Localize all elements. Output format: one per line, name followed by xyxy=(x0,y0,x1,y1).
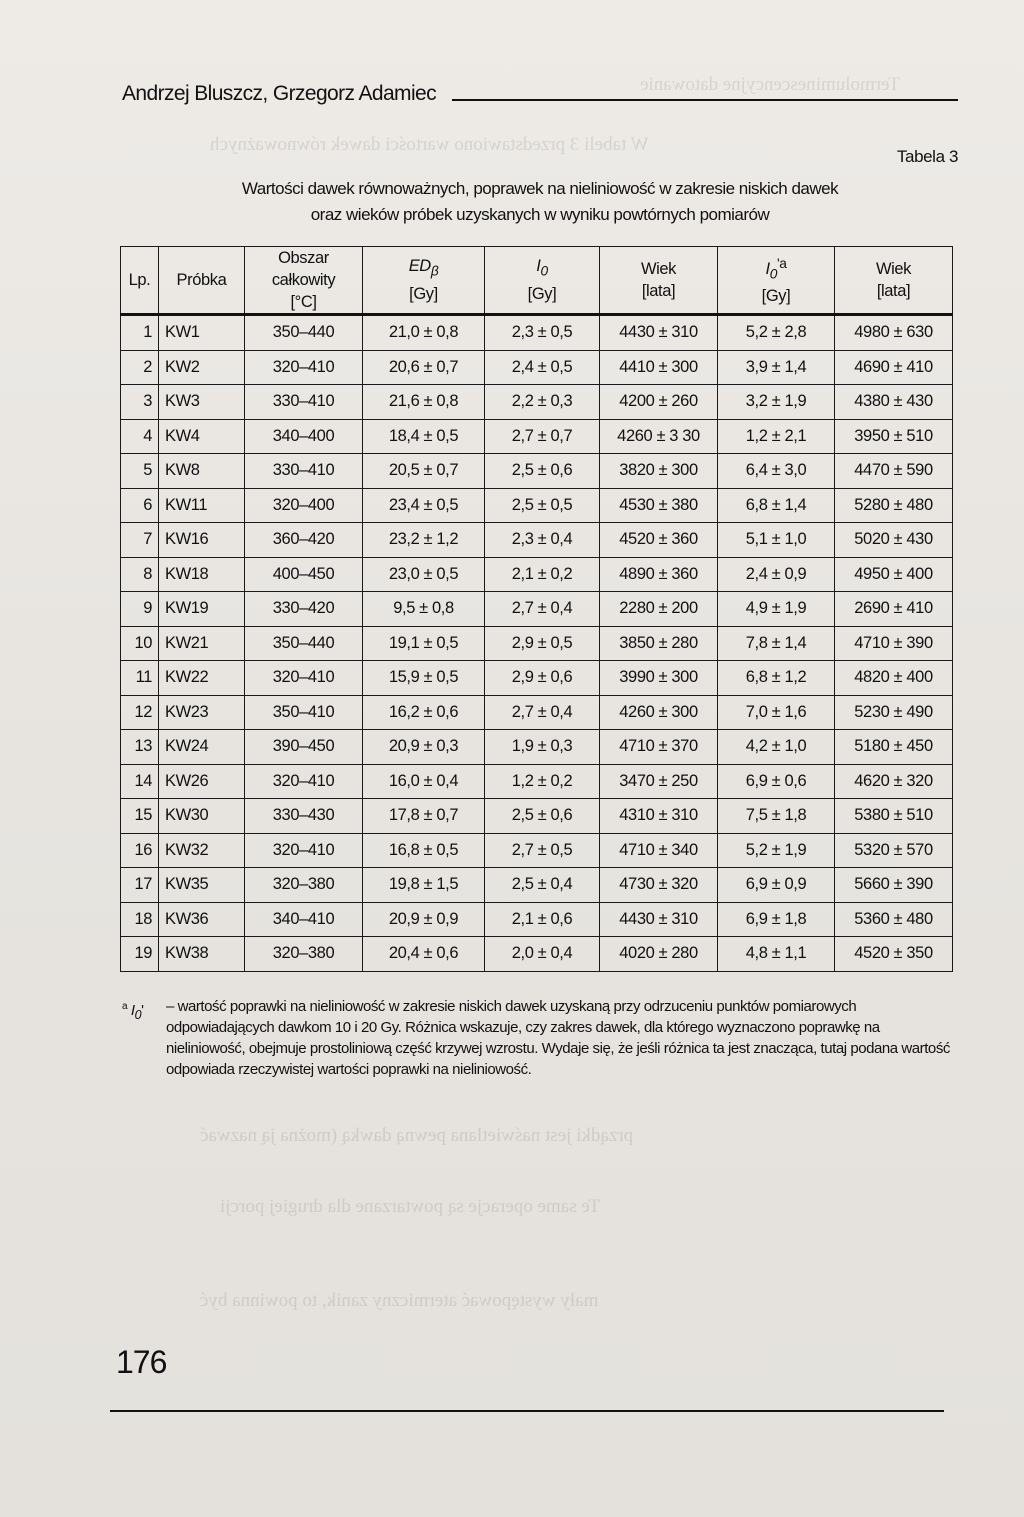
cell-ed: 9,5 ± 0,8 xyxy=(363,592,485,627)
cell-i0p: 3,9 ± 1,4 xyxy=(718,350,835,385)
cell-age: 4530 ± 380 xyxy=(600,488,718,523)
cell-sample: KW26 xyxy=(159,764,245,799)
cell-i0p: 7,8 ± 1,4 xyxy=(718,626,835,661)
col-header-lp: Lp. xyxy=(121,247,159,315)
cell-lp: 15 xyxy=(121,799,159,834)
table-row xyxy=(121,557,953,592)
cell-age2: 4710 ± 390 xyxy=(835,626,953,661)
cell-range: 320–380 xyxy=(245,868,363,903)
cell-age: 4730 ± 320 xyxy=(600,868,718,903)
cell-range: 330–410 xyxy=(245,454,363,489)
cell-ed: 23,4 ± 0,5 xyxy=(363,488,485,523)
table-row xyxy=(121,626,953,661)
cell-range: 330–420 xyxy=(245,592,363,627)
cell-ed: 16,8 ± 0,5 xyxy=(363,833,485,868)
cell-i0p: 5,2 ± 1,9 xyxy=(718,833,835,868)
cell-age2: 5280 ± 480 xyxy=(835,488,953,523)
cell-lp: 6 xyxy=(121,488,159,523)
cell-range: 320–410 xyxy=(245,764,363,799)
cell-age2: 5230 ± 490 xyxy=(835,695,953,730)
cell-ed: 23,0 ± 0,5 xyxy=(363,557,485,592)
cell-range: 390–450 xyxy=(245,730,363,765)
cell-lp: 12 xyxy=(121,695,159,730)
table-row xyxy=(121,350,953,385)
cell-age: 4260 ± 300 xyxy=(600,695,718,730)
table-caption-line2: oraz wieków próbek uzyskanych w wyniku powtórnych pomiarów xyxy=(310,205,770,224)
cell-i0: 2,1 ± 0,6 xyxy=(485,902,600,937)
cell-i0: 2,2 ± 0,3 xyxy=(485,385,600,420)
col-header-range: Obszar całkowity [°C] xyxy=(245,247,363,315)
col-header-ed: $ED_\beta$ [Gy] xyxy=(363,247,485,315)
cell-sample: KW18 xyxy=(159,557,245,592)
col-header-sample: Próbka xyxy=(159,247,245,315)
cell-lp: 11 xyxy=(121,661,159,696)
cell-age: 4710 ± 370 xyxy=(600,730,718,765)
cell-range: 350–440 xyxy=(245,315,363,351)
cell-sample: KW1 xyxy=(159,315,245,351)
cell-lp: 8 xyxy=(121,557,159,592)
cell-ed: 20,9 ± 0,3 xyxy=(363,730,485,765)
table-row xyxy=(121,902,953,937)
cell-i0p: 4,2 ± 1,0 xyxy=(718,730,835,765)
table-row xyxy=(121,764,953,799)
cell-lp: 7 xyxy=(121,523,159,558)
table-row xyxy=(121,937,953,972)
cell-age2: 4470 ± 590 xyxy=(835,454,953,489)
page-number: 176 xyxy=(116,1344,167,1380)
running-header xyxy=(122,82,958,112)
table-row xyxy=(121,730,953,765)
cell-i0p: 3,2 ± 1,9 xyxy=(718,385,835,420)
cell-sample: KW36 xyxy=(159,902,245,937)
cell-i0: 2,9 ± 0,6 xyxy=(485,661,600,696)
cell-age2: 2690 ± 410 xyxy=(835,592,953,627)
cell-age2: 4950 ± 400 xyxy=(835,557,953,592)
cell-lp: 18 xyxy=(121,902,159,937)
table-label: Tabela 3 xyxy=(896,147,958,166)
bottom-rule xyxy=(110,1410,944,1412)
cell-age: 4890 ± 360 xyxy=(600,557,718,592)
cell-i0p: 1,2 ± 2,1 xyxy=(718,419,835,454)
cell-i0p: 6,9 ± 1,8 xyxy=(718,902,835,937)
cell-range: 340–400 xyxy=(245,419,363,454)
cell-i0: 2,7 ± 0,4 xyxy=(485,592,600,627)
col-header-i0: $I_0$ [Gy] xyxy=(485,247,600,315)
cell-i0: 2,7 ± 0,7 xyxy=(485,419,600,454)
cell-lp: 9 xyxy=(121,592,159,627)
cell-i0p: 6,4 ± 3,0 xyxy=(718,454,835,489)
cell-age: 3470 ± 250 xyxy=(600,764,718,799)
cell-ed: 17,8 ± 0,7 xyxy=(363,799,485,834)
cell-lp: 13 xyxy=(121,730,159,765)
table-row xyxy=(121,592,953,627)
cell-range: 320–410 xyxy=(245,661,363,696)
col-header-age: Wiek [lata] xyxy=(600,247,718,315)
cell-i0p: 6,9 ± 0,9 xyxy=(718,868,835,903)
cell-i0p: 6,8 ± 1,2 xyxy=(718,661,835,696)
cell-lp: 19 xyxy=(121,937,159,972)
cell-sample: KW19 xyxy=(159,592,245,627)
cell-sample: KW24 xyxy=(159,730,245,765)
cell-age2: 5020 ± 430 xyxy=(835,523,953,558)
page: Termoluminescencyjne datowanie W tabeli 3 przedstawiono wartości dawek równoważnych prządki jest naświetlana pewną dawką (można ją nazwać Te same operacje są powtarzane dla drugiej porcji mały występować atermiczny zanik, to powinna być Andrzej Bluszcz, Grzegorz Adamiec Tabela 3 Wartości dawek równoważnych, poprawek na nieliniowość w zakresie niskich dawek oraz wieków próbek uzyskanych w wyniku powtórnych pomiarów Lp. Próbka Obszar całkowity [°C] $ED_\beta$ [Gy] $I_0$ [Gy] Wiek [lata] $I_0^{'a}$ [Gy] Wiek [lata] 1 KW1 350–440 21,0 ± 0,8 2,3 ± 0,5 4430 ± 310 5,2 ± 2,8 4980 ± 630 2 KW2 320–410 20,6 ± 0,7 2,4 ± 0,5 4410 ± 300 3,9 ± 1,4 4690 ± 410 3 KW3 330–410 21,6 ± 0,8 2,2 ± 0,3 4200 ± 260 3,2 ± 1,9 4380 ± 430 4 KW4 340–400 18,4 ± 0,5 2,7 ± 0,7 4260 ± 3 30 1,2 ± 2,1 3950 ± 510 5 KW8 330–410 20,5 ± 0,7 2,5 ± 0,6 3820 ± 300 6,4 ± 3,0 4470 ± 590 6 KW11 320–400 23,4 ± 0,5 2,5 ± 0,5 4530 ± 380 6,8 ± 1,4 5280 ± 480 7 KW16 360–420 23,2 ± 1,2 2,3 ± 0,4 4520 ± 360 5,1 ± 1,0 5020 ± 430 8 KW18 400–450 23,0 ± 0,5 2,1 ± 0,2 4890 ± 360 2,4 ± 0,9 4950 ± 400 9 KW19 330–420 9,5 ± 0,8 2,7 ± 0,4 2280 ± 200 4,9 ± 1,9 2690 ± 410 10 KW21 350–440 19,1 ± 0,5 2,9 ± 0,5 3850 ± 280 7,8 ± 1,4 4710 ± 390 11 KW22 320–410 15,9 ± 0,5 2,9 ± 0,6 3990 ± 300 6,8 ± 1,2 4820 ± 400 12 KW23 350–410 16,2 ± 0,6 2,7 ± 0,4 4260 ± 300 7,0 ± 1,6 5230 ± 490 13 KW24 390–450 20,9 ± 0,3 1,9 ± 0,3 4710 ± 370 4,2 ± 1,0 5180 ± 450 14 KW26 320–410 16,0 ± 0,4 1,2 ± 0,2 3470 ± 250 6,9 ± 0,6 4620 ± 320 15 KW30 330–430 17,8 ± 0,7 2,5 ± 0,6 4310 ± 310 7,5 ± 1,8 5380 ± 510 16 KW32 320–410 16,8 ± 0,5 2,7 ± 0,5 4710 ± 340 5,2 ± 1,9 5320 ± 570 17 KW35 320–380 19,8 ± 1,5 2,5 ± 0,4 4730 ± 320 6,9 ± 0,9 5660 ± 390 18 KW36 340–410 20,9 ± 0,9 2,1 ± 0,6 4430 ± 310 6,9 ± 1,8 5360 ± 480 19 KW38 320–380 20,4 ± 0,6 2,0 ± 0,4 4020 ± 280 4,8 ± 1,1 4520 ± 350 $^a$ $I_0'$ – wartość poprawki na nieliniowość w zakresie niskich dawek uzyskaną przy odrzuceniu punktów pomiarowych odpowiadających dawkom 10 i 20 Gy. Różnica wskazuje, czy zakres dawek, dla którego wyznaczono poprawkę na nieliniowość, obejmuje prostoliniową część krzywej wzrostu. Wydaje się, że jeśli różnica ta jest znacząca, tutaj podana wartość odpowiada rzeczywistej wartości poprawki na nieliniowość. 176 xyxy=(0,0,1024,1517)
cell-ed: 20,4 ± 0,6 xyxy=(363,937,485,972)
col-header-i0-prime: $I_0^{'a}$ [Gy] xyxy=(718,247,835,315)
cell-lp: 16 xyxy=(121,833,159,868)
cell-age: 4200 ± 260 xyxy=(600,385,718,420)
cell-lp: 14 xyxy=(121,764,159,799)
cell-ed: 21,6 ± 0,8 xyxy=(363,385,485,420)
cell-lp: 1 xyxy=(121,315,159,351)
footnote-marker: $^a$ $I_0'$ xyxy=(122,1001,144,1022)
cell-range: 400–450 xyxy=(245,557,363,592)
cell-i0p: 6,8 ± 1,4 xyxy=(718,488,835,523)
cell-age2: 4520 ± 350 xyxy=(835,937,953,972)
cell-lp: 4 xyxy=(121,419,159,454)
cell-age: 4410 ± 300 xyxy=(600,350,718,385)
table-row xyxy=(121,661,953,696)
table-caption-line1: Wartości dawek równoważnych, poprawek na nieliniowość w zakresie niskich dawek xyxy=(241,179,839,198)
cell-ed: 20,9 ± 0,9 xyxy=(363,902,485,937)
cell-i0p: 4,9 ± 1,9 xyxy=(718,592,835,627)
cell-range: 330–430 xyxy=(245,799,363,834)
cell-age2: 5320 ± 570 xyxy=(835,833,953,868)
cell-sample: KW16 xyxy=(159,523,245,558)
cell-age: 4020 ± 280 xyxy=(600,937,718,972)
cell-i0: 1,2 ± 0,2 xyxy=(485,764,600,799)
cell-i0p: 7,5 ± 1,8 xyxy=(718,799,835,834)
cell-ed: 15,9 ± 0,5 xyxy=(363,661,485,696)
cell-lp: 5 xyxy=(121,454,159,489)
cell-age2: 4690 ± 410 xyxy=(835,350,953,385)
table-row xyxy=(121,833,953,868)
cell-range: 320–400 xyxy=(245,488,363,523)
cell-i0: 2,5 ± 0,6 xyxy=(485,454,600,489)
cell-ed: 23,2 ± 1,2 xyxy=(363,523,485,558)
cell-i0: 1,9 ± 0,3 xyxy=(485,730,600,765)
table-row xyxy=(121,488,953,523)
cell-age: 4310 ± 310 xyxy=(600,799,718,834)
table-row xyxy=(121,695,953,730)
cell-age: 4430 ± 310 xyxy=(600,315,718,351)
cell-i0: 2,9 ± 0,5 xyxy=(485,626,600,661)
cell-ed: 20,5 ± 0,7 xyxy=(363,454,485,489)
cell-age2: 3950 ± 510 xyxy=(835,419,953,454)
table-row xyxy=(121,868,953,903)
cell-sample: KW23 xyxy=(159,695,245,730)
cell-ed: 21,0 ± 0,8 xyxy=(363,315,485,351)
cell-ed: 19,8 ± 1,5 xyxy=(363,868,485,903)
cell-lp: 10 xyxy=(121,626,159,661)
col-header-age2: Wiek [lata] xyxy=(835,247,953,315)
table-row xyxy=(121,799,953,834)
cell-range: 320–410 xyxy=(245,833,363,868)
cell-lp: 3 xyxy=(121,385,159,420)
cell-range: 360–420 xyxy=(245,523,363,558)
cell-i0: 2,1 ± 0,2 xyxy=(485,557,600,592)
table-row xyxy=(121,523,953,558)
cell-age2: 5660 ± 390 xyxy=(835,868,953,903)
data-table xyxy=(120,246,953,972)
table-row xyxy=(121,419,953,454)
cell-sample: KW38 xyxy=(159,937,245,972)
cell-i0p: 2,4 ± 0,9 xyxy=(718,557,835,592)
cell-ed: 18,4 ± 0,5 xyxy=(363,419,485,454)
cell-age: 2280 ± 200 xyxy=(600,592,718,627)
cell-i0p: 5,2 ± 2,8 xyxy=(718,315,835,351)
cell-age2: 4620 ± 320 xyxy=(835,764,953,799)
cell-sample: KW8 xyxy=(159,454,245,489)
cell-lp: 2 xyxy=(121,350,159,385)
cell-lp: 17 xyxy=(121,868,159,903)
cell-range: 350–410 xyxy=(245,695,363,730)
cell-sample: KW22 xyxy=(159,661,245,696)
cell-i0: 2,3 ± 0,4 xyxy=(485,523,600,558)
cell-sample: KW2 xyxy=(159,350,245,385)
cell-i0: 2,7 ± 0,5 xyxy=(485,833,600,868)
cell-i0: 2,5 ± 0,6 xyxy=(485,799,600,834)
cell-i0: 2,0 ± 0,4 xyxy=(485,937,600,972)
cell-i0: 2,5 ± 0,5 xyxy=(485,488,600,523)
cell-age: 4520 ± 360 xyxy=(600,523,718,558)
cell-age: 3990 ± 300 xyxy=(600,661,718,696)
cell-age2: 4980 ± 630 xyxy=(835,315,953,351)
table-header-row xyxy=(121,247,953,315)
cell-sample: KW3 xyxy=(159,385,245,420)
cell-age: 4710 ± 340 xyxy=(600,833,718,868)
cell-ed: 16,2 ± 0,6 xyxy=(363,695,485,730)
cell-i0p: 6,9 ± 0,6 xyxy=(718,764,835,799)
cell-age2: 4820 ± 400 xyxy=(835,661,953,696)
cell-ed: 16,0 ± 0,4 xyxy=(363,764,485,799)
cell-range: 320–410 xyxy=(245,350,363,385)
cell-i0: 2,3 ± 0,5 xyxy=(485,315,600,351)
cell-range: 320–380 xyxy=(245,937,363,972)
cell-sample: KW4 xyxy=(159,419,245,454)
cell-range: 350–440 xyxy=(245,626,363,661)
cell-i0p: 4,8 ± 1,1 xyxy=(718,937,835,972)
footnote-text: – wartość poprawki na nieliniowość w zakresie niskich dawek uzyskaną przy odrzuceniu punktów pomiarowych odpowiadających dawkom 10 i 20 Gy. Różnica wskazuje, czy zakres dawek, dla którego wyznaczono poprawkę na nieliniowość, obejmuje prostoliniową część krzywej wzrostu. Wydaje się, że jeśli różnica ta jest znacząca, tutaj podana wartość odpowiada rzeczywistej wartości poprawki na nieliniowość. xyxy=(166,998,950,1078)
cell-sample: KW11 xyxy=(159,488,245,523)
cell-age2: 5180 ± 450 xyxy=(835,730,953,765)
cell-ed: 20,6 ± 0,7 xyxy=(363,350,485,385)
cell-i0: 2,5 ± 0,4 xyxy=(485,868,600,903)
cell-i0p: 7,0 ± 1,6 xyxy=(718,695,835,730)
table-row xyxy=(121,454,953,489)
header-rule xyxy=(452,99,958,101)
cell-sample: KW21 xyxy=(159,626,245,661)
cell-age: 3820 ± 300 xyxy=(600,454,718,489)
cell-i0: 2,7 ± 0,4 xyxy=(485,695,600,730)
table-row xyxy=(121,315,953,351)
cell-sample: KW30 xyxy=(159,799,245,834)
cell-age2: 5380 ± 510 xyxy=(835,799,953,834)
cell-age2: 4380 ± 430 xyxy=(835,385,953,420)
table-caption xyxy=(122,176,958,228)
cell-range: 330–410 xyxy=(245,385,363,420)
table-row xyxy=(121,385,953,420)
cell-range: 340–410 xyxy=(245,902,363,937)
cell-sample: KW32 xyxy=(159,833,245,868)
cell-age: 4260 ± 3 30 xyxy=(600,419,718,454)
cell-ed: 19,1 ± 0,5 xyxy=(363,626,485,661)
cell-i0p: 5,1 ± 1,0 xyxy=(718,523,835,558)
cell-age2: 5360 ± 480 xyxy=(835,902,953,937)
cell-i0: 2,4 ± 0,5 xyxy=(485,350,600,385)
header-authors: Andrzej Bluszcz, Grzegorz Adamiec xyxy=(122,82,436,105)
cell-age: 3850 ± 280 xyxy=(600,626,718,661)
cell-age: 4430 ± 310 xyxy=(600,902,718,937)
table-body xyxy=(121,315,953,972)
cell-sample: KW35 xyxy=(159,868,245,903)
